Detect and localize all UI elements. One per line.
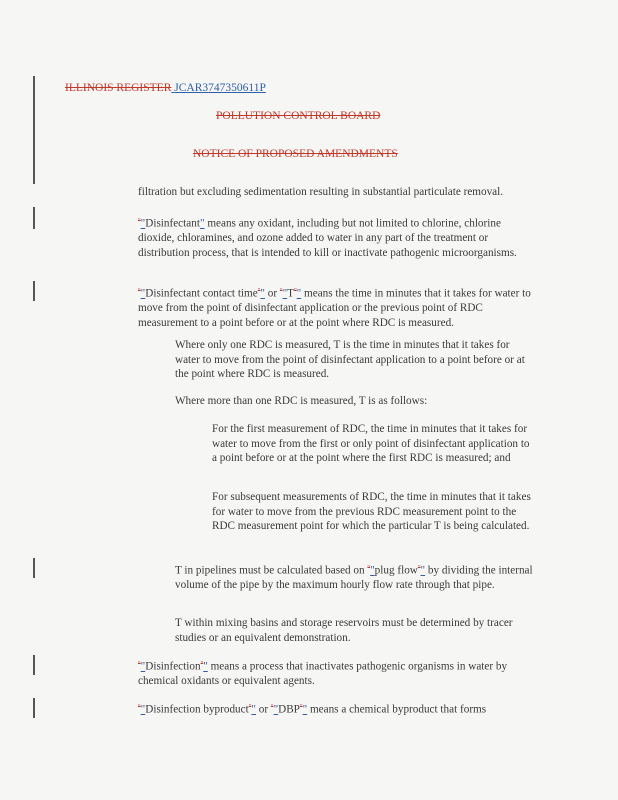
revision-bar (33, 281, 35, 301)
paragraph-first-measurement: For the first measurement of RDC, the time in minutes that it takes for water to move from the first or only point of disinfectant application to a point before or at the point where the first RDC is measured; and (212, 423, 530, 465)
register-header (65, 82, 266, 94)
revision-bar (33, 207, 35, 229)
paragraph-subsequent-measurement: For subsequent measurements of RDC, the time in minutes that it takes for water to move from the previous RDC measurement point to the RDC measurement point for which the particular T is being calculated. (212, 491, 531, 533)
definition-contact-time: “"Disinfectant contact time”" or “"T”" means the time in minutes that it takes for water to move from the point of disinfectant application or the previous point of RDC measurement to a point before or at the point where RDC is measured. (138, 287, 531, 329)
definition-disinfectant: “"Disinfectant" means any oxidant, including but not limited to chlorine, chlorine dioxide, chloramines, and ozone added to water in any part of the treatment or distribution process, that is intended to kill or inactivate pathogenic microorganisms. (138, 217, 517, 259)
paragraph-pipelines: T in pipelines must be calculated based on “"plug flow”" by dividing the internal volume of the pipe by the maximum hourly flow rate through that pipe. (175, 564, 533, 592)
revision-bar (33, 76, 35, 184)
definition-dbp: “"Disinfection byproduct”" or “"DBP”" means a chemical byproduct that forms (138, 703, 487, 716)
notice-title: NOTICE OF PROPOSED AMENDMENTS (193, 148, 398, 160)
revision-bar (33, 558, 35, 578)
paragraph-one-rdc: Where only one RDC is measured, T is the time in minutes that it takes for water to move from the point of disinfectant application to a point before or at the point where RDC is measured. (175, 339, 525, 381)
jcar-code: JCAR3747350611P (174, 82, 266, 94)
register-struck: ILLINOIS REGISTER (65, 82, 172, 94)
revision-bar (33, 698, 35, 718)
paragraph: filtration but excluding sedimentation resulting in substantial particulate removal. (138, 186, 504, 198)
board-title: POLLUTION CONTROL BOARD (216, 110, 381, 122)
definition-disinfection: “"Disinfection”" means a process that inactivates pathogenic organisms in water by chemical oxidants or equivalent agents. (138, 660, 508, 688)
revision-bar (33, 655, 35, 675)
paragraph-more-rdc: Where more than one RDC is measured, T is as follows: (175, 395, 428, 407)
paragraph-basins: T within mixing basins and storage reservoirs must be determined by tracer studies or an equivalent demonstration. (175, 617, 513, 644)
